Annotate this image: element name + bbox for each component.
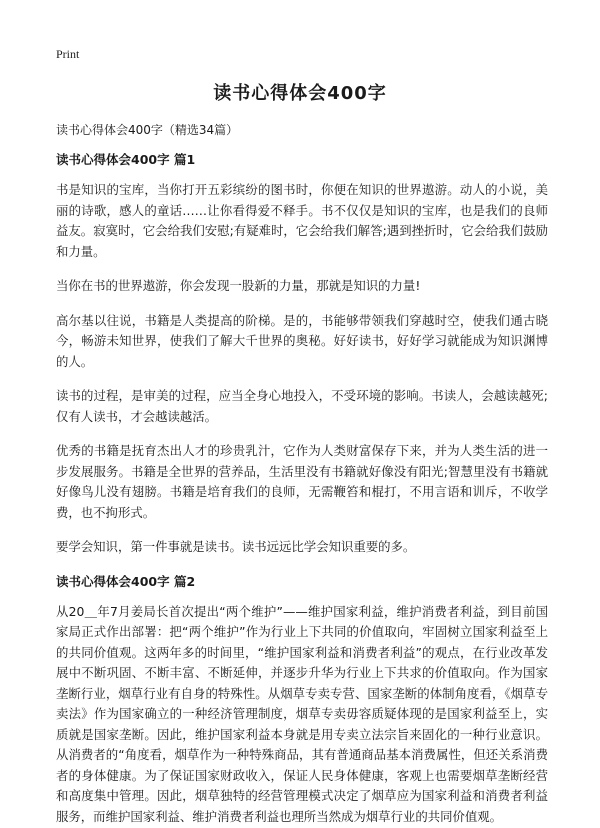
paragraph: 从20＿年7月姜局长首次提出“两个维护”——维护国家利益，维护消费者利益，到目前国家局正式作出部署：把“两个维护”作为行业上下共同的价值取向，牢固树立国家利益至上的共同价值观。这两年多的时间里，“维护国家利益和消费者利益”的观点，在行业改革发展中不断巩固、不断丰富、不断延伸，并逐步升华为行业上下共求的价值取向。作为国家垄断行业，烟草行业有自身的特殊性。从烟草专卖专营、国家垄断的体制角度看，《烟草专卖法》作为国家确立的一种经济管理制度，烟草专卖毋容质疑体现的是国家利益至上，实质就是国家垄断。因此，维护国家利益本身就是用专卖立法宗旨来固化的一种行业意识。从消费者的“角度看，烟草作为一种特殊商品，其有普通商品基本消费属性，但还关系消费者的身体健康。为了保证国家财政收入，保证人民身体健康，客观上也需要烟草垄断经营和高度集中管理。因此，烟草独特的经营管理模式决定了烟草应为国家利益和消费者利益服务，而维护国家利益、维护消费者利益也理所当然成为烟草行业的共同价值观。 xyxy=(56,603,548,824)
section-heading-2: 读书心得体会400字 篇2 xyxy=(56,573,196,589)
paragraph: 要学会知识，第一件事就是读书。读书远远比学会知识重要的多。 xyxy=(56,539,416,554)
paragraph: 读书的过程，是审美的过程，应当全身心地投入，不受环境的影响。书读人，会越读越死;仅有人读书，才会越读越活。 xyxy=(56,388,548,424)
print-label: Print xyxy=(56,47,80,61)
document-subtitle: 读书心得体会400字（精选34篇） xyxy=(56,123,239,137)
page-title: 读书心得体会400字 xyxy=(213,83,387,104)
paragraph: 书是知识的宝库，当你打开五彩缤纷的图书时，你便在知识的世界遨游。动人的小说，美丽的诗歌，感人的童话……让你看得爱不释手。书不仅仅是知识的宝库，也是我们的良师益友。寂寞时，它会给我们安慰;有疑难时，它会给我们解答;遇到挫折时，它会给我们鼓励和力量。 xyxy=(56,182,548,259)
section-heading-1: 读书心得体会400字 篇1 xyxy=(56,152,196,167)
paragraph: 当你在书的世界遨游，你会发现一股新的力量，那就是知识的力量! xyxy=(56,278,421,293)
document-body xyxy=(56,150,548,827)
paragraph: 优秀的书籍是抚育杰出人才的珍贵乳汁，它作为人类财富保存下来，并为人类生活的进一步发展服务。书籍是全世界的营养品，生活里没有书籍就好像没有阳光;智慧里没有书籍就好像鸟儿没有翅膀。书籍是培育我们的良师，无需鞭笞和棍打，不用言语和训斥，不收学费，也不拘形式。 xyxy=(56,443,548,520)
paragraph: 高尔基以往说，书籍是人类提高的阶梯。是的，书能够带领我们穿越时空，使我们通古晓今，畅游未知世界，使我们了解大千世界的奥秘。好好读书，好好学习就能成为知识渊博的人。 xyxy=(56,312,548,369)
